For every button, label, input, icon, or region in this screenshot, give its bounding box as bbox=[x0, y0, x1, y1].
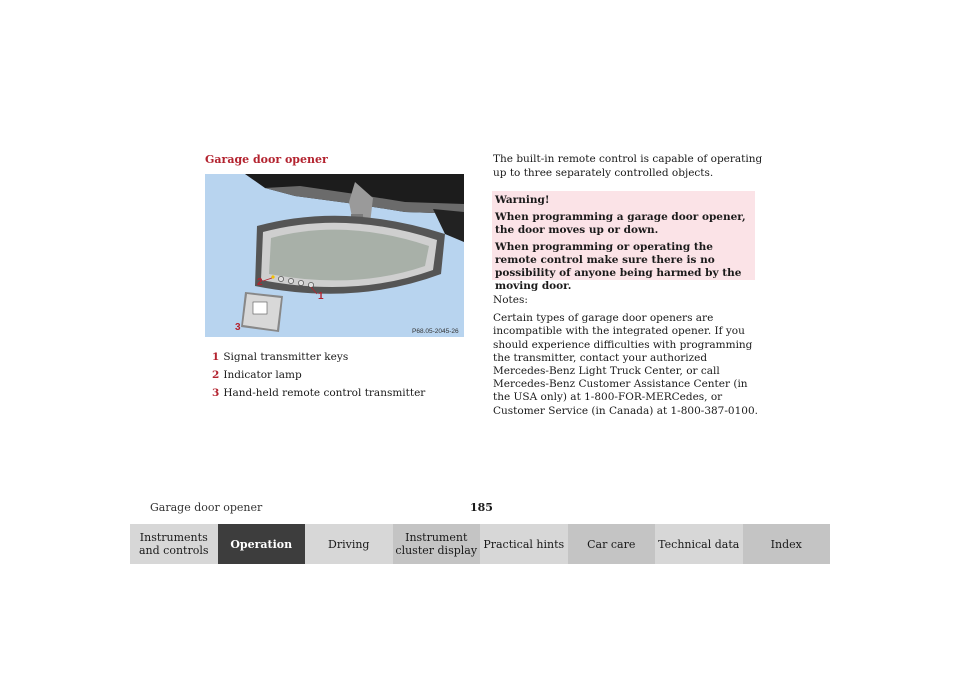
legend-item: 3 Hand-held remote control transmitter bbox=[212, 387, 426, 399]
intro-paragraph: The built-in remote control is capable of operating up to three separately controlled objects. bbox=[493, 153, 763, 179]
notes-label: Notes: bbox=[493, 294, 528, 306]
legend-list bbox=[212, 348, 425, 402]
tab-practical-hints[interactable]: Practical hints bbox=[480, 524, 568, 564]
chapter-nav bbox=[130, 524, 830, 564]
warning-text-1: When programming a garage door opener, the door moves up or down. bbox=[495, 211, 746, 236]
warning-text-2: When programming or operating the remote control make sure there is no possibility of anyone being harmed by the moving door. bbox=[495, 241, 742, 292]
warning-title: Warning! bbox=[495, 194, 550, 206]
callout-1: 1 bbox=[318, 291, 324, 302]
legend-item: 1 Signal transmitter keys bbox=[212, 351, 349, 363]
callout-3: 3 bbox=[235, 322, 241, 333]
tab-index[interactable]: Index bbox=[743, 524, 831, 564]
figure-code: P68.05-2045-26 bbox=[412, 328, 459, 335]
legend-item: 2 Indicator lamp bbox=[212, 369, 302, 381]
tab-car-care[interactable]: Car care bbox=[568, 524, 656, 564]
tab-technical-data[interactable]: Technical data bbox=[655, 524, 743, 564]
footer-section-title: Garage door opener bbox=[150, 501, 263, 514]
section-heading: Garage door opener bbox=[205, 153, 328, 166]
tab-instrument-cluster-display[interactable]: Instrument cluster display bbox=[393, 524, 481, 564]
page-number: 185 bbox=[470, 501, 493, 514]
tab-instruments-and-controls[interactable]: Instruments and controls bbox=[130, 524, 218, 564]
notes-section bbox=[493, 294, 763, 423]
notes-text: Certain types of garage door openers are incompatible with the integrated opener. If you should experience difficulties with programming the transmitter, contact your authorized Mercedes-Benz Light Truck Center, or call Mercedes-Benz Customer Assistance Center (in the USA only) at 1-800-FOR-MERCedes, or Customer Service (in Canada) at 1-800-387-0100. bbox=[493, 312, 758, 417]
garage-opener-illustration bbox=[205, 174, 464, 337]
tab-driving[interactable]: Driving bbox=[305, 524, 393, 564]
callout-2: 2 bbox=[257, 277, 263, 288]
tab-operation[interactable]: Operation bbox=[218, 524, 306, 564]
warning-box bbox=[492, 191, 755, 292]
